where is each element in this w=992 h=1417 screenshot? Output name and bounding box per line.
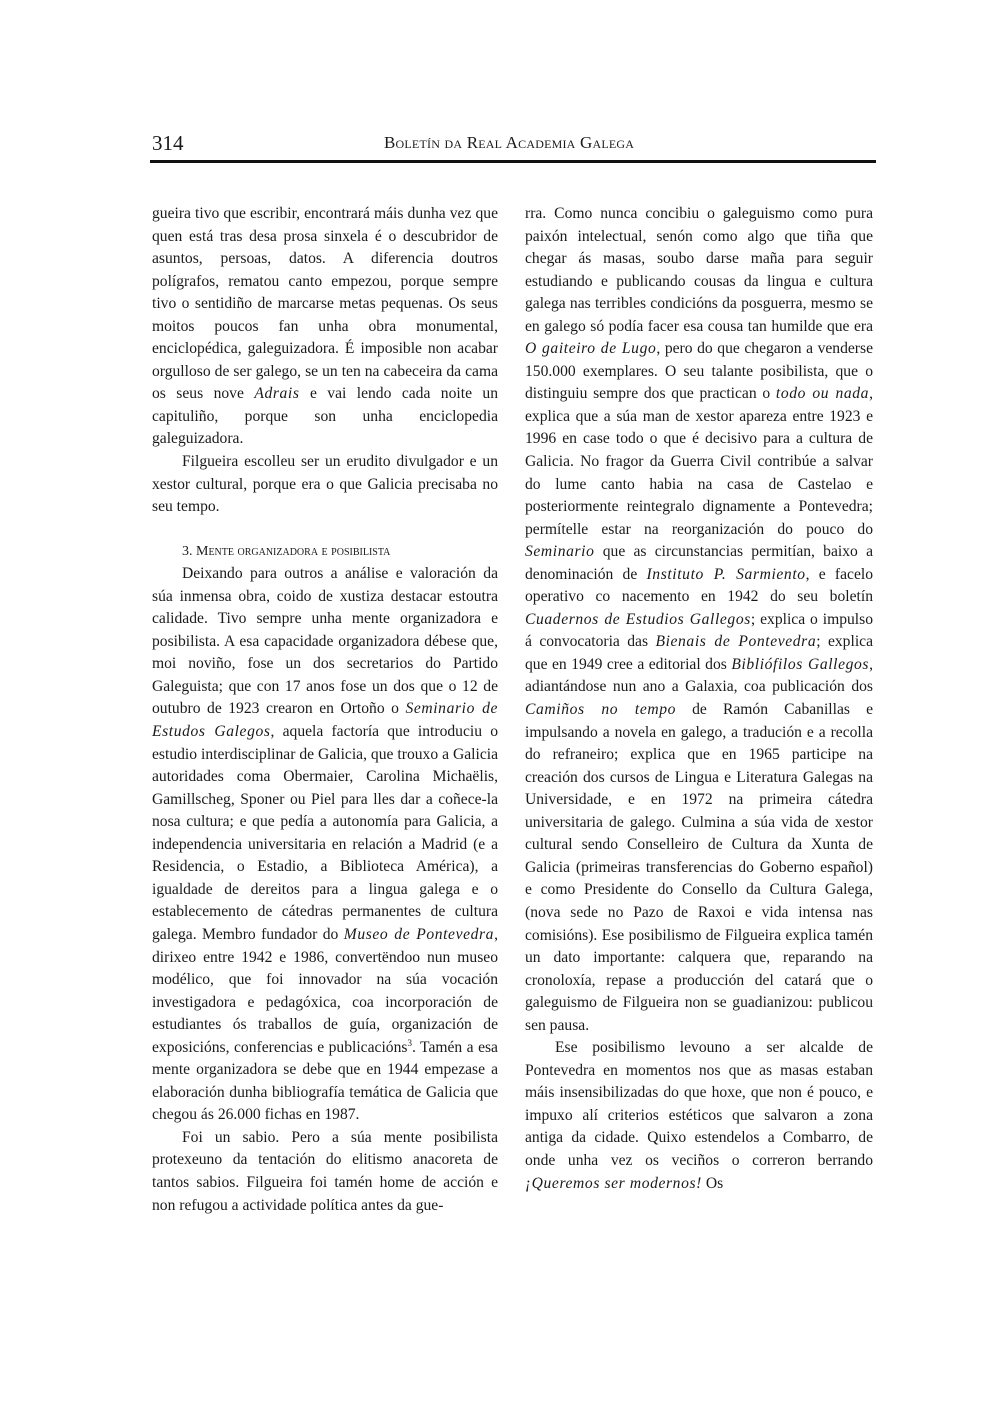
text-run: que as circunstancias permitían, baixo a denominación de: [525, 543, 873, 583]
text-run: , e facelo operativo co nacemento en 1942 do seu boletín: [525, 565, 874, 606]
text-run: gueira tivo que escribir, encontrará máis dunha vez que quen está tras desa prosa sinxela é o descubridor de asuntos, persoas, datos. A diferencia doutros polígrafos, rematou canto empezou, porque sempre tivo o sentidiño de marcarse metas pequenas. Os seus moitos poucos fan unha obra monumental, enciclopédica, galeguizadora. É imposible non acabar orgulloso de ser galego, se un ten na cabeceira da cama os seus nove: [152, 205, 498, 403]
paragraph: Filgueira escolleu ser un erudito divulgador e un xestor cultural, porque era o que Galicia precisaba no seu tempo.: [152, 453, 498, 516]
italic-title: Seminario de Estudos Galegos: [152, 700, 499, 741]
italic-title: O gaiteiro de Lugo: [525, 340, 657, 358]
italic-phrase: todo ou nada: [775, 385, 870, 403]
paragraph: [152, 203, 498, 451]
paragraph: [525, 1037, 873, 1195]
italic-title: Bienais de Pontevedra: [655, 633, 817, 651]
italic-title: Bibliófilos Gallegos: [731, 655, 870, 673]
text-run: ; explica que en 1949 cree a editorial dos: [525, 633, 873, 673]
text-run: , adiantándose nun ano a Galaxia, coa publicación dos: [525, 655, 873, 696]
running-head: Boletín da Real Academia Galega: [384, 133, 635, 152]
text-run: Ese posibilismo levouno a ser alcalde de Pontevedra en momentos nos que as masas estaban máis insensibilizadas do que hoxe, que non é pouco, e impuxo alí criterios estéticos que salvaron a zona antiga da cidade. Quixo estendelos a Combarro, de onde unha vez os veciños o correron berrando: [525, 1039, 873, 1169]
text-run: . Tamén a esa mente organizadora se debe que en 1944 empezase a elaboración dunha bibliografía temática de Galicia que chegou ás 26.000 fichas en 1987.: [152, 1038, 498, 1124]
italic-title: Instituto P. Sarmiento: [646, 565, 806, 583]
text-run: , dirixeo entre 1942 e 1986, convertëndoo nun museo modélico, que foi innovador na súa vocación investigadora e pedagóxica, coa incorporación de estudiantes ós traballos de guía, organización de exposicións, conferencias e publicacións: [152, 925, 498, 1056]
left-column: [152, 203, 498, 1217]
italic-title: Camiños no tempo: [525, 701, 676, 719]
header-rule: [150, 160, 876, 163]
italic-quote: ¡Queremos ser modernos!: [525, 1174, 702, 1192]
italic-title: Cuadernos de Estudios Gallegos: [525, 610, 751, 628]
text-run: de Ramón Cabanillas e impulsando a novela en galego, a tradución e a recolla do refraneiro; explica que en 1965 participe na creación dos cursos de Lingua e Literatura Galegas na Universidade, e en 1972 na primeira cátedra universitaria de galego. Culmina a súa vida de xestor cultural sendo Conselleiro de Cultura da Xunta de Galicia (primeiras transferencias do Goberno español) e como Presidente do Consello da Cultura Galega, (nova sede no Pazo de Raxoi e vida intensa nas comisións). Ese posibilismo de Filgueira explica tamén un dato importante: calquera que, reparando na cronoloxía, repase a producción del catará que o galeguismo de Filgueira non se guadianizou: publicou sen pausa.: [525, 701, 873, 1034]
text-run: Os: [701, 1174, 724, 1192]
text-run: rra. Como nunca concibiu o galeguismo como pura paixón intelectual, senón como algo que tiña que chegar ás masas, soubo darse maña para seguir estudiando e publicando cousas da lingua e cultura galega nas terribles condicións da posguerra, mesmo se en galego só podía facer esa cousa tan humilde que era: [525, 205, 873, 335]
text-run: , explica que a súa man de xestor apareza entre 1923 e 1996 en case todo o que é decisivo para a cultura de Galicia. No fragor da Guerra Civil contribúe a salvar do lume canto habia na casa de Castelao e posteriormente reintegralo dignamente a Pontevedra; permítelle estar na reorganización do pouco do: [525, 385, 873, 538]
footnote-reference[interactable]: 3: [407, 1037, 412, 1048]
text-run: e vai lendo cada noite un capituliño, porque son unha enciclopedia galeguizadora.: [152, 385, 499, 448]
italic-title: Adrais: [254, 385, 300, 403]
text-run: , aquela factoría que introduciu o estudio interdisciplinar de Galicia, que trouxo a Galicia autoridades coma Obermaier, Carolina Michaëlis, Gamillscheg, Sponer ou Piel para lles dar a coñece-la nosa cultura; e que pedía a autonomía para Galicia, a independencia universitaria en relación a Madrid (e a Residencia, o Estadio, a Biblioteca América), a igualdade de dereitos para a lingua galega e o establecemento de cátedras permanentes de cultura galega. Membro fundador do: [152, 723, 498, 943]
text-run: , pero do que chegaron a venderse 150.000 exemplares. O seu talante posibilista, que o distinguiu sempre dos que practican o: [525, 340, 873, 403]
right-column: [525, 203, 873, 1195]
page-number: 314: [152, 131, 184, 155]
section-heading: 3. Mente organizadora e posibilista: [182, 543, 391, 559]
italic-title: Museo de Pontevedra: [343, 925, 495, 943]
text-run: Deixando para outros a análise e valoración da súa inmensa obra, coido de xustiza destacar estoutra calidade. Tivo sempre unha mente organizadora e posibilista. A esa capacidade organizadora débese que, moi noviño, fose un dos secretarios do Partido Galeguista; que con 17 anos fose un dos que o 12 de outubro de 1923 crearon en Ortoño o: [152, 565, 498, 718]
paragraph: Foi un sabio. Pero a súa mente posibilista protexeuno da tentación do elitismo anacoreta de tantos sabios. Filgueira foi tamén home de acción e non refugou a actividade política antes da gue-: [152, 1128, 498, 1214]
paragraph: [525, 203, 873, 1037]
paragraph: [152, 563, 498, 1127]
italic-title: Seminario: [525, 543, 595, 561]
text-run: ; explica o impulso á convocatoria das: [525, 610, 873, 651]
